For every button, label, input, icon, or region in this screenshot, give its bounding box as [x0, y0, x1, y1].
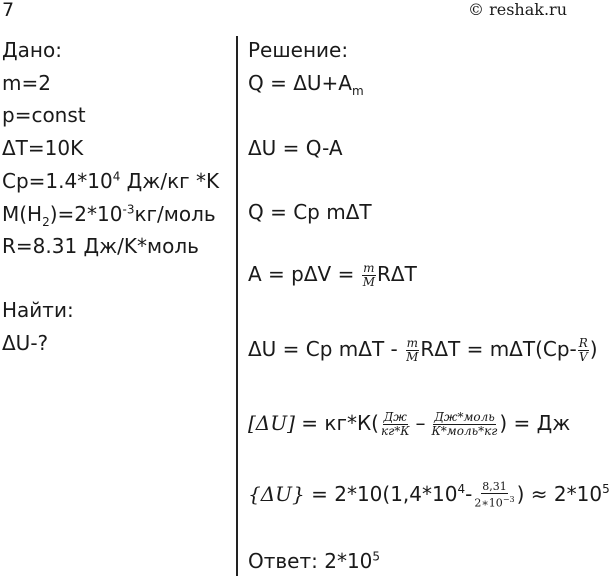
equation-delta-u: ΔU = Q-A [248, 136, 343, 160]
watermark: © reshak.ru [468, 0, 567, 19]
fraction-j-per-kgk: $\frac{Дж}{кг*К}$ [380, 410, 410, 438]
equation-delta-u-expanded: ΔU = Cp mΔT - $\frac{m}{M}$ RΔT = mΔT(Cp- $\frac{R}{V}$ ) [248, 336, 598, 364]
solution-title: Решение: [248, 38, 349, 62]
given-molar-mass: $M(H_2)=2*10^{-3}кг$/моль [2, 202, 216, 229]
given-delta-t: ΔT=10K [2, 136, 84, 160]
fraction-r-over-v: $\frac{R}{V}$ [578, 336, 588, 364]
given-cp: $Cp=1.4*10^4$ Дж/кг *K [2, 169, 220, 193]
find-title: Найти: [2, 298, 74, 322]
equation-work: A = pΔV = $\frac{m}{M}$ RΔT [248, 261, 417, 289]
equation-first-law: $Q = \Delta U+A_m$ [248, 71, 364, 98]
equation-heat: Q = Cp mΔT [248, 200, 372, 224]
equation-units: [ΔU] = кг*К( $\frac{Дж}{кг*К}$ – $\frac{\text{Дж*моль}}{\text{К*моль*кг}}$ ) = Дж [248, 410, 571, 438]
fraction-numeric: $\frac{8,31}{2∗10^{-3}}$ [474, 480, 515, 510]
fraction-m-over-M: $\frac{m}{M}$ [406, 336, 419, 364]
equation-numeric: $\{\Delta U\} = 2*10(1,4*10^4-$ $\frac{8,31}{2∗10^{-3}}$ ) ≈ $2*10^5$ [248, 480, 610, 510]
find-item: ΔU-? [2, 331, 49, 355]
problem-number: 7 [2, 0, 15, 21]
answer: Ответ: $2*10^5$ [248, 549, 381, 573]
given-mass: m=2 [2, 71, 51, 95]
fraction-m-over-M: $\frac{m}{M}$ [362, 261, 375, 289]
column-divider [236, 36, 238, 576]
fraction-jmol-per-kmolkg: $\frac{\text{Дж*моль}}{\text{К*моль*кг}}$ [431, 410, 498, 438]
given-gas-constant: R=8.31 Дж/K*моль [2, 234, 199, 258]
given-title: Дано: [2, 38, 62, 62]
given-pressure: p=const [2, 103, 86, 127]
